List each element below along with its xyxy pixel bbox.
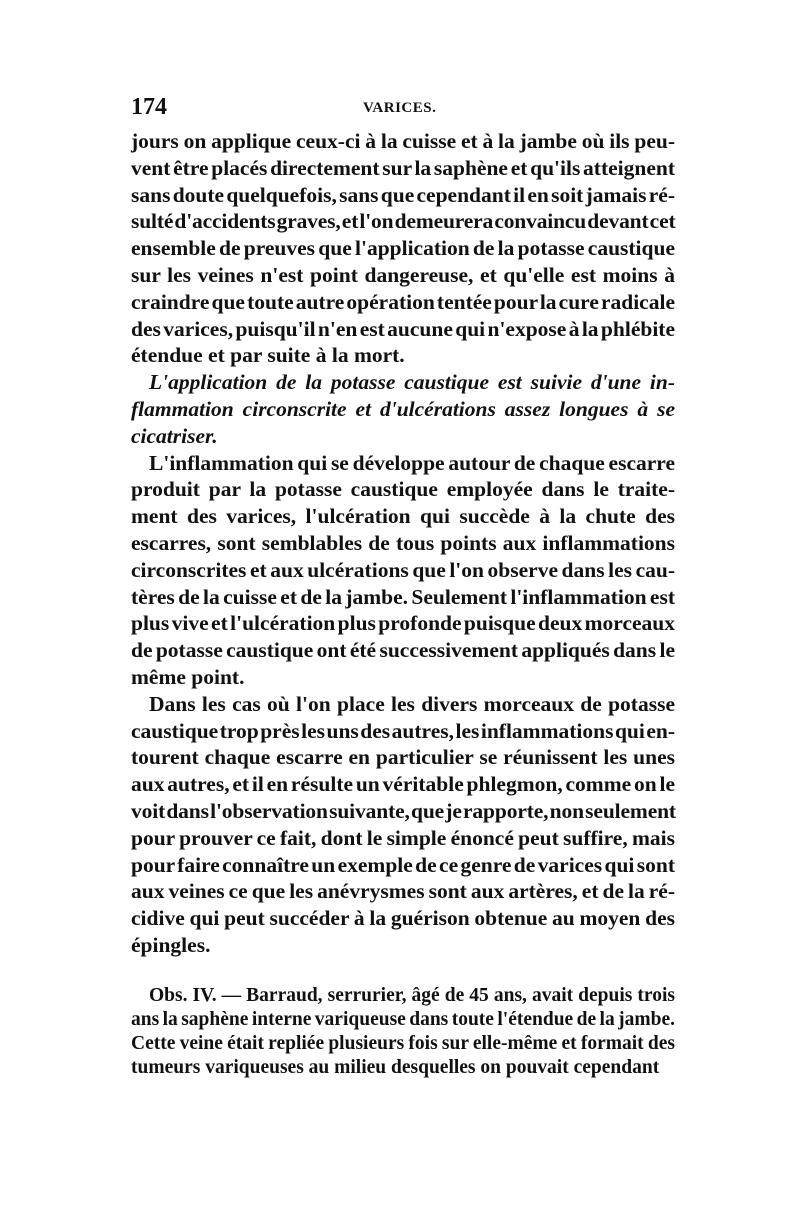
text-line: tères de la cuisse et de la jambe. Seulement l'inflammation est [131, 584, 675, 609]
text-line: circonscrites et aux ulcérations que l'on observe dans les cau- [131, 557, 675, 582]
observation-paragraph [131, 984, 675, 1080]
text-line: aux veines ce que les anévrysmes sont aux artères, et de la ré- [131, 879, 675, 904]
text-line: plus vive et l'ulcération plus profonde puisque deux morceaux [131, 611, 675, 636]
text-line: cicatriser. [131, 423, 218, 448]
text-line: étendue et par suite à la mort. [131, 343, 405, 368]
running-head: VARICES. [363, 100, 437, 116]
text-line: des varices, puisqu'il n'en est aucune qui n'expose à la phlébite [131, 316, 675, 341]
text-line: flammation circonscrite et d'ulcérations assez longues à se [131, 396, 675, 421]
paragraph-inflammation [131, 450, 675, 691]
text-line: tumeurs variqueuses au milieu desquelles on pouvait cependant [131, 1057, 660, 1078]
text-line: sulté d'accidents graves, et l'on demeurera convaincu devant cet [131, 209, 676, 234]
text-line: L'inflammation qui se développe autour de chaque escarre [149, 450, 675, 475]
text-line: pour faire connaître un exemple de ce genre de varices qui sont [131, 852, 675, 877]
text-line: sur les veines n'est point dangereuse, et qu'elle est moins à [131, 262, 675, 287]
text-line: Cette veine était repliée plusieurs fois sur elle-même et formait des [131, 1033, 675, 1054]
text-line: Obs. IV. — Barraud, serrurier, âgé de 45 ans, avait depuis trois [149, 985, 675, 1006]
text-line: vent être placés directement sur la saphène et qu'ils atteignent [131, 155, 675, 180]
text-line: caustique trop près les uns des autres, les inflammations qui en- [131, 718, 675, 743]
page-number: 174 [131, 94, 167, 120]
text-line: Dans les cas où l'on place les divers morceaux de potasse [149, 691, 675, 716]
text-line: sans doute quelquefois, sans que cependant il en soit jamais ré- [131, 182, 675, 207]
paragraph-phlegmon [131, 691, 675, 959]
observation-block [131, 984, 675, 1080]
text-line: produit par la potasse caustique employée dans le traite- [131, 477, 675, 502]
section-heading-italic [131, 369, 675, 449]
main-text [131, 128, 675, 959]
text-line: voit dans l'observation suivante, que je rapporte, non seulement [131, 798, 676, 823]
text-line: ans la saphène interne variqueuse dans toute l'étendue de la jambe. [131, 1009, 675, 1030]
text-line: pour prouver ce fait, dont le simple énoncé peut suffire, mais [131, 825, 675, 850]
text-line: de potasse caustique ont été successivement appliqués dans le [131, 638, 675, 663]
text-line: escarres, sont semblables de tous points aux inflammations [131, 530, 675, 555]
text-line: même point. [131, 664, 245, 689]
text-line: aux autres, et il en résulte un véritable phlegmon, comme on le [131, 772, 675, 797]
text-line: L'application de la potasse caustique est suivie d'une in- [149, 370, 675, 395]
paragraph-caustic-safety [131, 128, 675, 369]
text-line: jours on applique ceux-ci à la cuisse et à la jambe où ils peu- [131, 129, 675, 153]
text-line: tourent chaque escarre en particulier se réunissent les unes [131, 745, 675, 770]
text-line: ensemble de preuves que l'application de la potasse caustique [131, 236, 675, 261]
text-line: épingles. [131, 932, 211, 957]
text-line: cidive qui peut succéder à la guérison obtenue au moyen des [131, 906, 676, 931]
page-header [131, 94, 671, 124]
text-line: ment des varices, l'ulcération qui succède à la chute des [131, 504, 675, 529]
text-line: craindre que toute autre opération tentée pour la cure radicale [131, 289, 675, 314]
